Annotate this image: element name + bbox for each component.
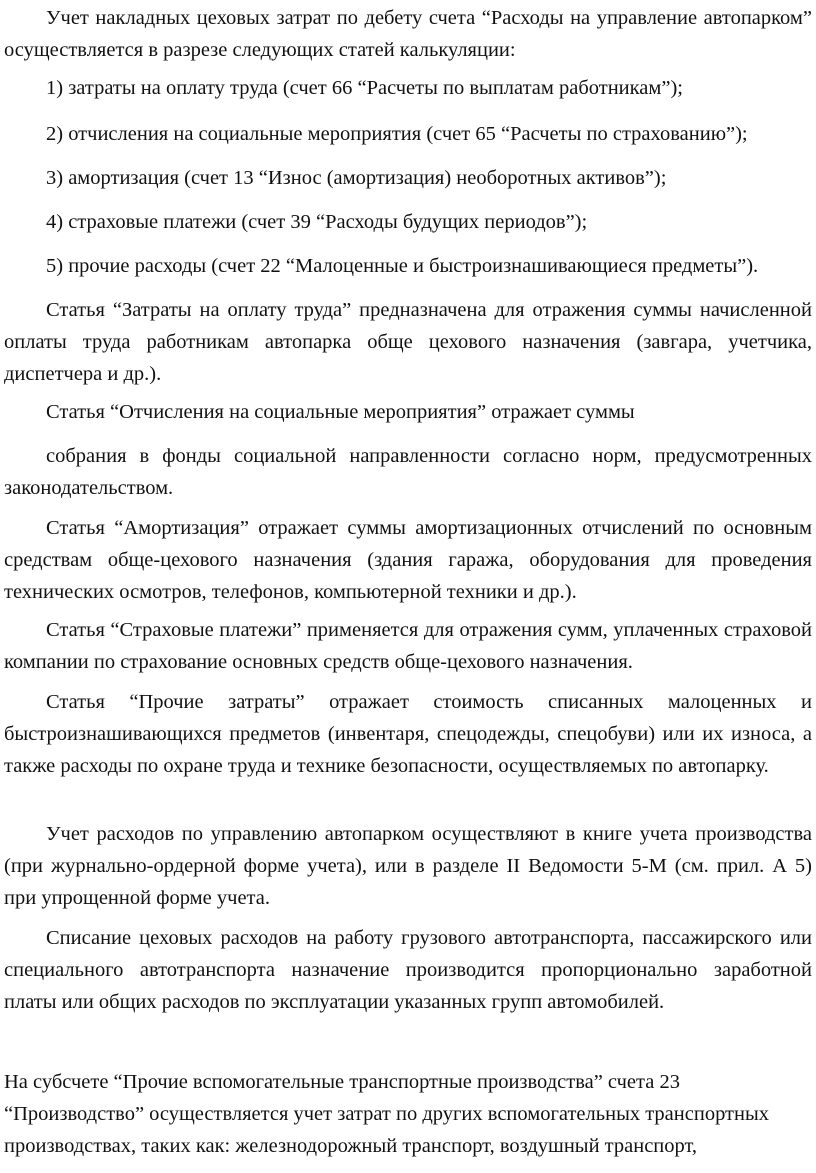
list-item-1: 1) затраты на оплату труда (счет 66 “Расчеты по выплатам работникам”); [46,77,683,99]
paragraph-subaccount-line-2: “Производство” осуществляется учет затрат по других вспомогательных транспортных [4,1103,769,1125]
paragraph-social-deductions: Статья “Отчисления на социальные мероприятия” отражает суммы [46,401,635,423]
list-item-3: 3) амортизация (счет 13 “Износ (амортизация) необоротных активов”); [46,167,667,189]
paragraph-other-costs: Статья “Прочие затраты” отражает стоимость списанных малоценных и быстроизнашивающихся предметов (инвентаря, спецодежды, спецобуви) или их износа, а также расходы по охране труда и технике безопасности, осуществляемых по автопарку. [4,691,812,777]
paragraph-intro: Учет накладных цеховых затрат по дебету счета “Расходы на управление автопарком” осуществляется в разрезе следующих статей калькуляции: [4,7,812,61]
paragraph-social-funds: собрания в фонды социальной направленности согласно норм, предусмотренных законодательством. [4,445,812,499]
list-item-5: 5) прочие расходы (счет 22 “Малоценные и быстроизнашивающиеся предметы”). [46,255,759,277]
list-item-2: 2) отчисления на социальные мероприятия (счет 65 “Расчеты по страхованию”); [46,123,748,145]
paragraph-labor-costs: Статья “Затраты на оплату труда” предназначена для отражения суммы начисленной оплаты труда работникам автопарка обще цехового назначения (завгара, учетчика, диспетчера и др.). [4,299,812,385]
paragraph-write-off: Списание цеховых расходов на работу грузового автотранспорта, пассажирского или специального автотранспорта назначение производится пропорционально заработной платы или общих расходов по эксплуатации указанных групп автомобилей. [4,927,812,1013]
paragraph-accounting: Учет расходов по управлению автопарком осуществляют в книге учета производства (при журнально-ордерной форме учета), или в разделе II Ведомости 5-М (см. прил. А 5) при упрощенной форме учета. [4,823,812,909]
paragraph-subaccount-line-3: производствах, таких как: железнодорожный транспорт, воздушный транспорт, [4,1135,698,1157]
paragraph-subaccount-line-1: На субсчете “Прочие вспомогательные транспортные производства” счета 23 [4,1071,680,1093]
paragraph-insurance: Статья “Страховые платежи” применяется для отражения сумм, уплаченных страховой компании по страхование основных средств обще-цехового назначения. [4,619,812,673]
list-item-4: 4) страховые платежи (счет 39 “Расходы будущих периодов”); [46,211,588,233]
paragraph-depreciation: Статья “Амортизация” отражает суммы амортизационных отчислений по основным средствам обще-цехового назначения (здания гаража, оборудования для проведения технических осмотров, телефонов, компьютерной техники и др.). [4,517,812,603]
